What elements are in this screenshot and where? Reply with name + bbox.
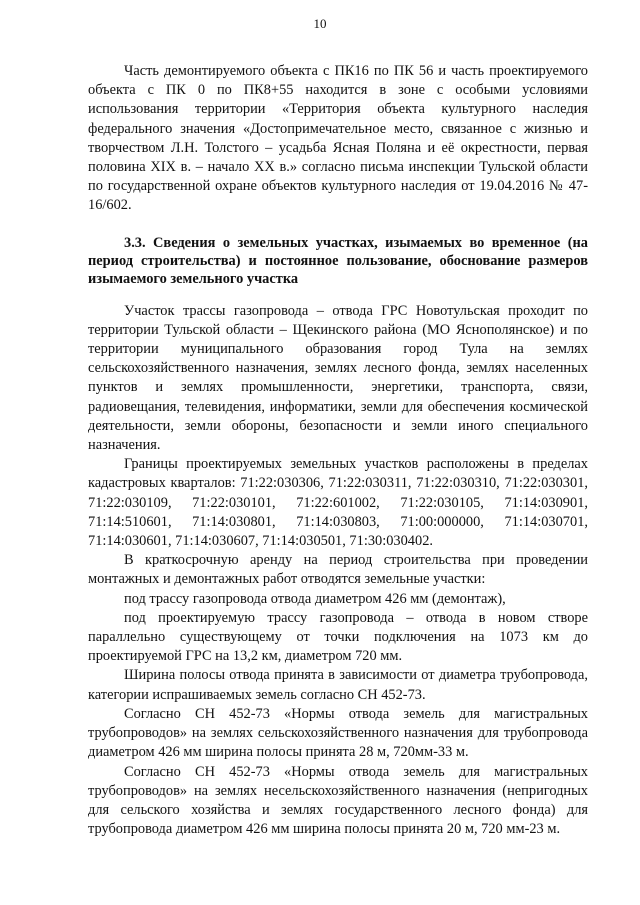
- paragraph-non-agricultural-norms: Согласно СН 452-73 «Нормы отвода земель для магистральных трубопроводов» на землях несельскохозяйственного назначения (непригодных для сельского хозяйства и землях государственного лесного фонда) для трубопровода диаметром 426 мм ширина полосы принята 20 м, 720 мм-23 м.: [88, 763, 588, 838]
- paragraph-new-route: под проектируемую трассу газопровода – отвода в новом створе параллельно существующему от точки подключения на 1073 км до проектируемой ГРС на 13,2 км, диаметром 720 мм.: [88, 609, 588, 665]
- paragraph-cadastral-quarters: Границы проектируемых земельных участков расположены в пределах кадастровых кварталов: 71:22:030306, 71:22:030311, 71:22:030310, 71:22:030301, 71:22:030109, 71:22:030101, 71:22:601002, 71:22:030105, 71:14:030901, 71:14:510601, 71:14:030801, 71:14:030803, 71:00:000000, 71:14:030701, 71:14:030601, 71:14:030607, 71:14:030501, 71:30:030402.: [88, 456, 588, 550]
- section-heading: 3.3. Сведения о земельных участках, изымаемых во временное (на период строительства) и постоянное пользование, обоснование размеров изымаемого земельного участка: [88, 234, 588, 287]
- paragraph-dismantling-route: под трассу газопровода отвода диаметром 426 мм (демонтаж),: [124, 590, 506, 607]
- page-number: 10: [313, 16, 327, 31]
- paragraph-agricultural-norms: Согласно СН 452-73 «Нормы отвода земель для магистральных трубопроводов» на землях сельскохозяйственного назначения для трубопровода диаметром 426 мм ширина полосы принята 28 м, 720мм-33 м.: [88, 705, 588, 761]
- paragraph-cultural-heritage-zone: Часть демонтируемого объекта с ПК16 по ПК 56 и часть проектируемого объекта с ПК 0 по ПК8+55 находится в зоне с особыми условиями использования территории «Территория объекта культурного наследия федерального значения «Достопримечательное место, связанное с жизнью и творчеством Л.Н. Толстого – усадьба Ясная Поляна и её окрестности, первая половина XIX в. – начало XX в.» согласно письма инспекции Тульской области по государственной охране объектов культурного наследия от 19.04.2016 № 47-16/602.: [88, 63, 588, 214]
- paragraph-route-territory: Участок трассы газопровода – отвода ГРС Новотульская проходит по территории Тульской области – Щекинского района (МО Яснополянское) и по территории муниципального образования город Тула на землях сельскохозяйственного назначения, землях лесного фонда, землях населенных пунктов и землях промышленности, энергетики, транспорта, связи, радиовещания, телевидения, информатики, земли для обеспечения космической деятельности, земли обороны, безопасности и земли иного специального назначения.: [88, 302, 588, 454]
- paragraph-strip-width: Ширина полосы отвода принята в зависимости от диаметра трубопровода, категории испрашиваемых земель согласно СН 452-73.: [88, 667, 588, 703]
- paragraph-short-term-lease: В краткосрочную аренду на период строительства при проведении монтажных и демонтажных работ отводятся земельные участки:: [88, 552, 588, 588]
- document-body: [88, 62, 588, 839]
